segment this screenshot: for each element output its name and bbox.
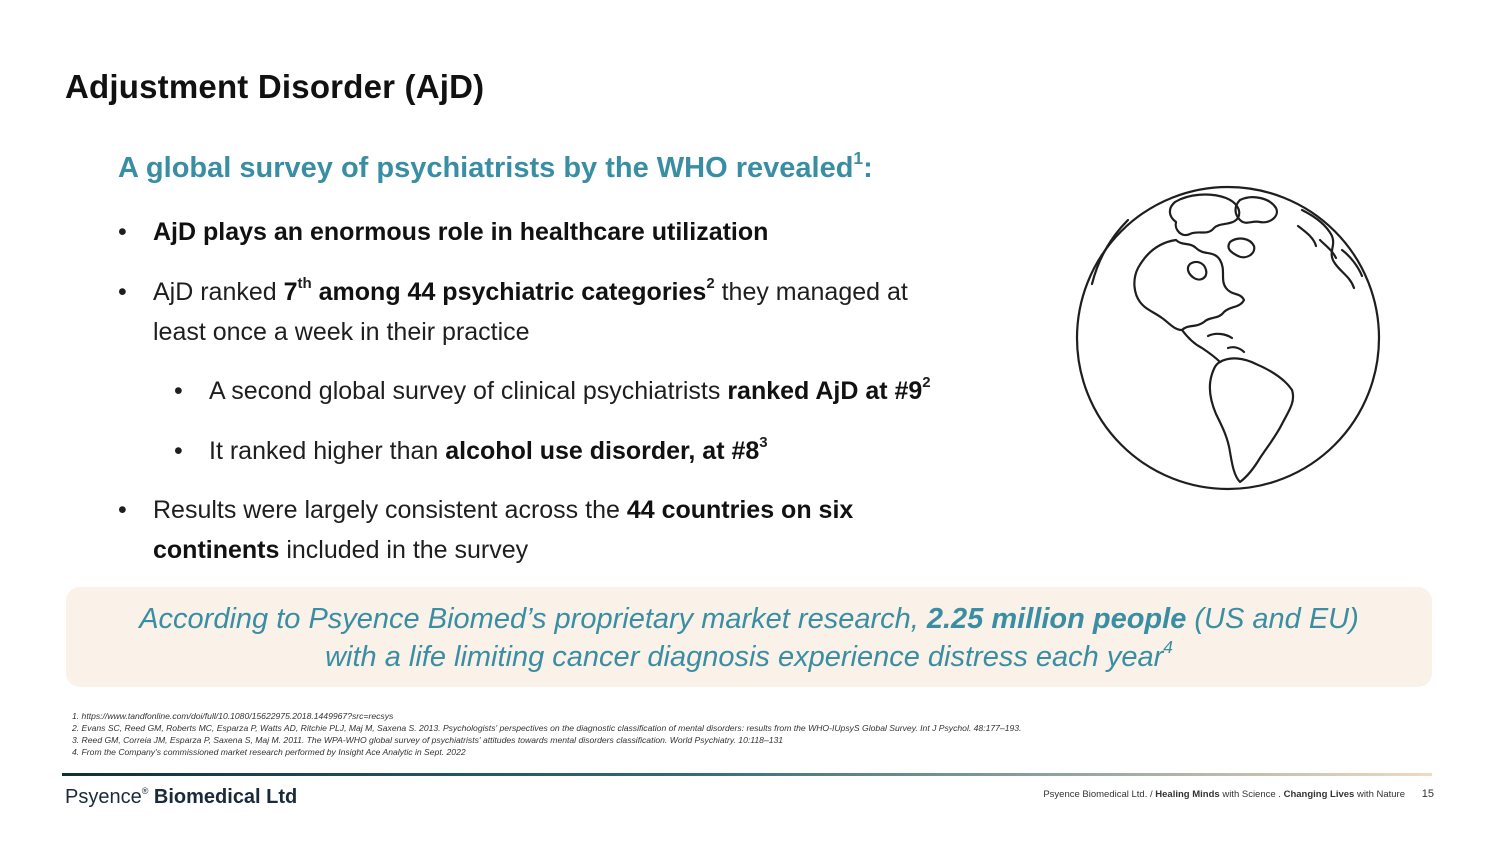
bullet-healthcare-utilization: • AjD plays an enormous role in healthcare utilization — [118, 218, 769, 246]
slide-title: Adjustment Disorder (AjD) — [65, 68, 485, 105]
footer-divider — [62, 773, 1432, 776]
subtitle: A global survey of psychiatrists by the WHO revealed$^1$: — [118, 147, 873, 184]
sub-bullet-alcohol: • It ranked higher than alcohol use disorder, at $\#8^3$ — [174, 434, 768, 465]
references — [72, 710, 1372, 758]
bullet-ajd-ranked: • AjD ranked 7th among 44 psychiatric categories$^2$ they managed at least once a week in their practice — [118, 275, 908, 346]
sub-bullet-second-survey: • A second global survey of clinical psychiatrists ranked AjD at $\#9^2$ — [174, 374, 931, 405]
reference-item: 1. https://www.tandfonline.com/doi/full/10.1080/15622975.2018.1449967?src=recsys — [72, 711, 394, 721]
page-number: 15 — [1421, 788, 1434, 800]
market-research-callout: According to Psyence Biomed’s proprietary market research, 2.25 million people (US and EU) with a life limiting cancer diagnosis experience distress each year$^4$ — [66, 587, 1432, 687]
company-logo: Psyence® Biomedical Ltd — [65, 786, 298, 808]
globe-icon — [1070, 180, 1386, 496]
reference-item: 2. Evans SC, Reed GM, Roberts MC, Esparza P, Watts AD, Ritchie PLJ, Maj M, Saxena S. 2013. Psychologists' perspectives on the diagnostic classification of mental disorders: results from the WHO-IUpsyS Global Survey. Int J Psychol. 48:177–193. — [72, 723, 1022, 733]
footer-tagline: Psyence Biomedical Ltd. / Healing Minds with Science . Changing Lives with Nature — [1043, 789, 1405, 800]
reference-item: 4. From the Company's commissioned market research performed by Insight Ace Analytic in Sept. 2022 — [72, 747, 466, 757]
reference-item: 3. Reed GM, Correia JM, Esparza P, Saxena S, Maj M. 2011. The WPA-WHO global survey of psychiatrists' attitudes towards mental disorders classification. World Psychiatry. 10:118–131 — [72, 735, 784, 745]
bullet-consistent-results: • Results were largely consistent across the 44 countries on six continents included in the survey — [118, 496, 854, 564]
